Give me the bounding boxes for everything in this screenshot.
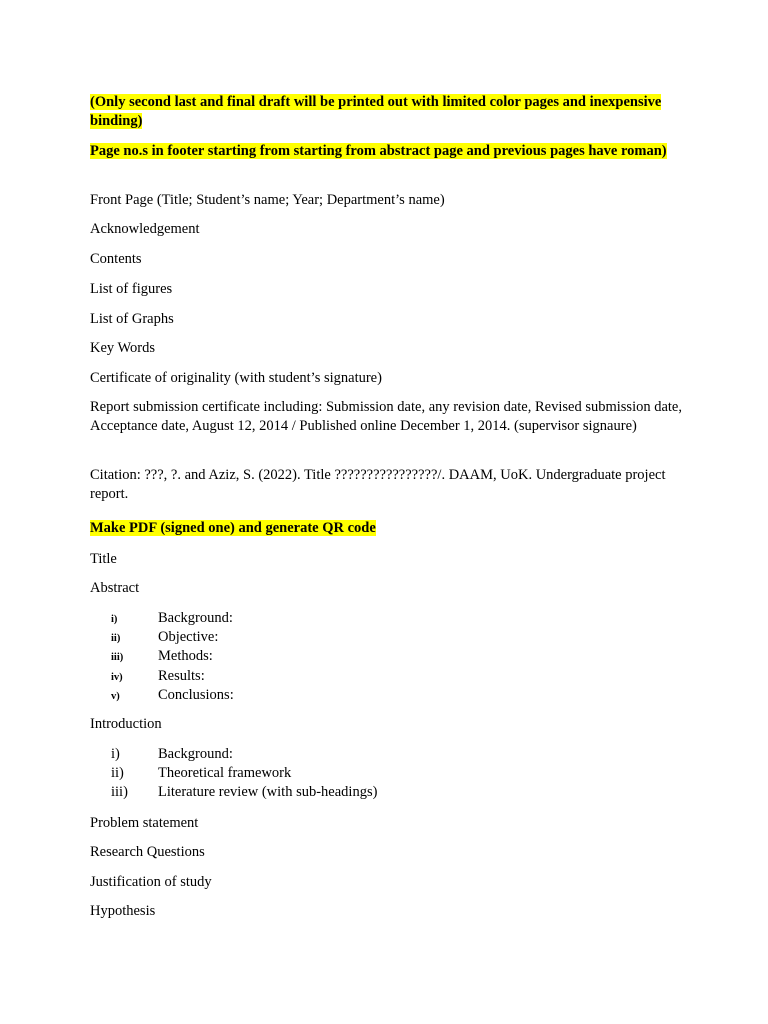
list-item: iii) Literature review (with sub-headings) xyxy=(111,784,378,801)
section-research-questions: Research Questions xyxy=(90,844,205,860)
section-abstract: Abstract xyxy=(90,580,140,596)
section-certificate-originality: Certificate of originality (with student’s signature) xyxy=(90,370,382,386)
list-item: ii) Objective: xyxy=(111,629,219,646)
pdf-qr-note: Make PDF (signed one) and generate QR code xyxy=(90,520,376,536)
section-introduction: Introduction xyxy=(90,716,162,732)
introduction-list xyxy=(90,745,690,803)
section-report-submission-certificate: Report submission certificate including: Submission date, any revision date, Revised submission date, Acceptance date, August 12, 2014 / Published online December 1, 2014. (supervisor signaure) xyxy=(90,399,682,434)
section-problem-statement: Problem statement xyxy=(90,815,199,831)
list-item: i) Background: xyxy=(111,610,233,626)
section-acknowledgement: Acknowledgement xyxy=(90,221,200,237)
draft-note: (Only second last and final draft will be printed out with limited color pages and inexpensive binding) xyxy=(90,94,662,129)
list-item: iii) Methods: xyxy=(111,648,213,665)
section-title: Title xyxy=(90,551,117,567)
list-item: iv) Results: xyxy=(111,667,205,684)
section-list-of-graphs: List of Graphs xyxy=(90,311,174,327)
list-item: ii) Theoretical framework xyxy=(111,765,292,782)
section-citation: Citation: ???, ?. and Aziz, S. (2022). Title ????????????????/. DAAM, UoK. Undergraduate project report. xyxy=(90,467,666,502)
section-key-words: Key Words xyxy=(90,340,156,356)
list-item: v) Conclusions: xyxy=(111,686,234,703)
section-list-of-figures: List of figures xyxy=(90,281,173,297)
section-front-page: Front Page (Title; Student’s name; Year; Department’s name) xyxy=(90,192,445,208)
section-hypothesis: Hypothesis xyxy=(90,903,156,919)
list-item: i) Background: xyxy=(111,746,233,762)
section-contents: Contents xyxy=(90,251,142,267)
abstract-list xyxy=(90,609,690,705)
section-justification: Justification of study xyxy=(90,874,212,890)
page-numbers-note: Page no.s in footer starting from starting from abstract page and previous pages have roman) xyxy=(90,143,667,159)
